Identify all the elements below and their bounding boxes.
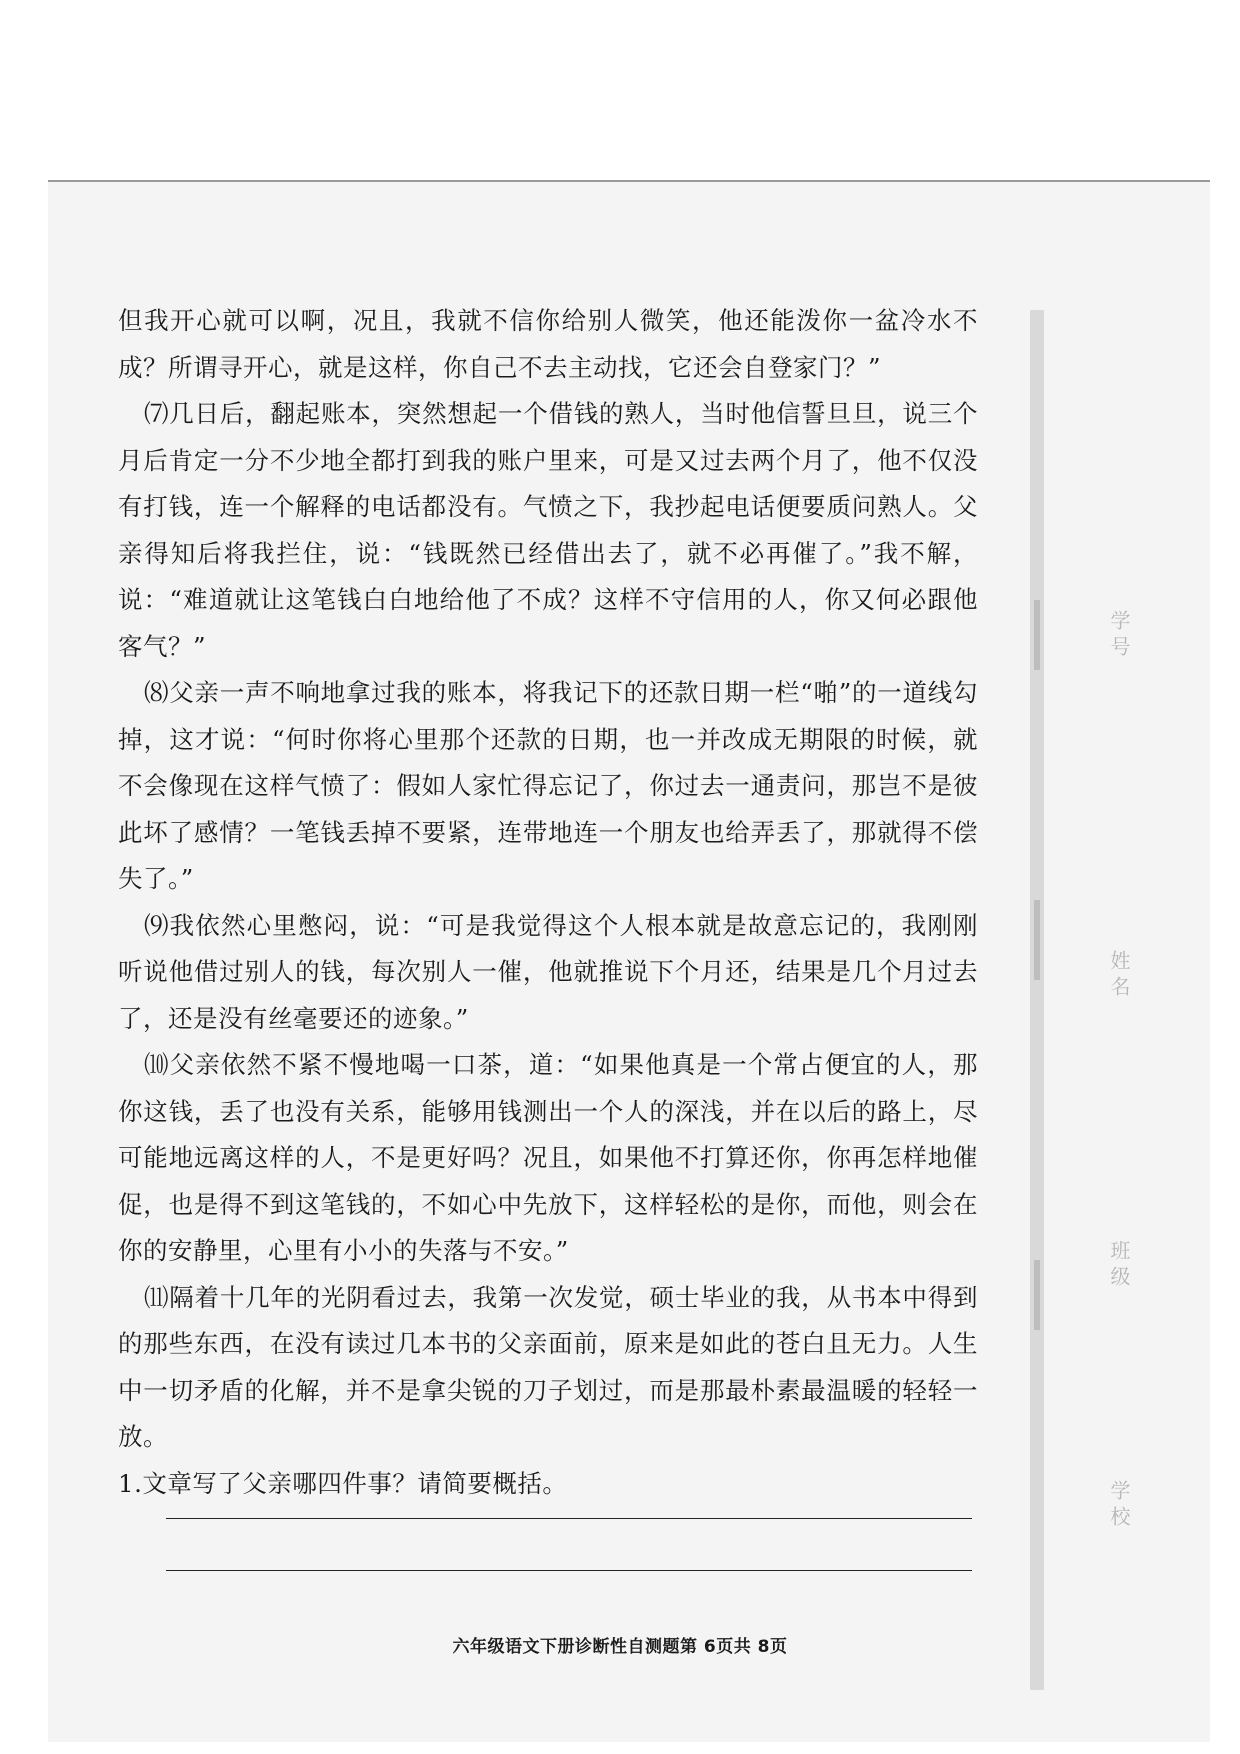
paragraph-9: ⑼我依然心里憋闷，说：“可是我觉得这个人根本就是故意忘记的，我刚刚听说他借过别人的钱，每次别人一催，他就推说下个月还，结果是几个月过去了，还是没有丝毫要还的迹象。” — [118, 910, 978, 1033]
paragraph-continuation: 但我开心就可以啊，况且，我就不信你给别人微笑，他还能泼你一盆冷水不成？所谓寻开心，就是这样，你自己不去主动找，它还会自登家门？” — [118, 306, 978, 382]
binding-dash — [1034, 1260, 1040, 1330]
paragraph-10: ⑽父亲依然不紧不慢地喝一口茶，道：“如果他真是一个常占便宜的人，那你这钱，丢了也没有关系，能够用钱测出一个人的深浅，并在以后的路上，尽可能地远离这样的人，不是更好吗？况且，如果他不打算还你，你再怎样地催促，也是得不到这笔钱的，不如心中先放下，这样轻松的是你，而他，则会在你的安静里，心里有小小的失落与不安。” — [118, 1050, 978, 1265]
answer-line[interactable] — [166, 1518, 972, 1519]
page-footer: 六年级语文下册诊断性自测题第 6页共 8页 — [452, 1637, 788, 1657]
paragraph-11: ⑾隔着十几年的光阴看过去，我第一次发觉，硕士毕业的我，从书本中得到的那些东西，在没有读过几本书的父亲面前，原来是如此的苍白且无力。人生中一切矛盾的化解，并不是拿尖锐的刀子划过，而是那最朴素最温暖的轻轻一放。 — [118, 1282, 978, 1451]
passage-content — [118, 298, 978, 1507]
question-1: 1.文章写了父亲哪四件事？请简要概括。 — [118, 1468, 568, 1498]
binding-dash — [1034, 900, 1040, 980]
side-label-school: 学校 — [1107, 1480, 1131, 1532]
side-label-class: 班级 — [1107, 1240, 1131, 1292]
binding-dash — [1034, 600, 1040, 670]
binding-strip — [1030, 310, 1044, 1690]
paragraph-7: ⑺几日后，翻起账本，突然想起一个借钱的熟人，当时他信誓旦旦，说三个月后肯定一分不少地全都打到我的账户里来，可是又过去两个月了，他不仅没有打钱，连一个解释的电话都没有。气愤之下，我抄起电话便要质问熟人。父亲得知后将我拦住，说：“钱既然已经借出去了，就不必再催了。”我不解，说：“难道就让这笔钱白白地给他了不成？这样不守信用的人，你又何必跟他客气？” — [118, 399, 978, 661]
side-label-student-id: 学号 — [1107, 610, 1131, 662]
paragraph-8: ⑻父亲一声不响地拿过我的账本，将我记下的还款日期一栏“啪”的一道线勾掉，这才说：“何时你将心里那个还款的日期，也一并改成无期限的时候，就不会像现在这样气愤了：假如人家忙得忘记了，你过去一通责问，那岂不是彼此坏了感情？一笔钱丢掉不要紧，连带地连一个朋友也给弄丢了，那就得不偿失了。” — [118, 678, 978, 893]
side-label-name: 姓名 — [1107, 950, 1131, 1002]
answer-line[interactable] — [166, 1570, 972, 1571]
